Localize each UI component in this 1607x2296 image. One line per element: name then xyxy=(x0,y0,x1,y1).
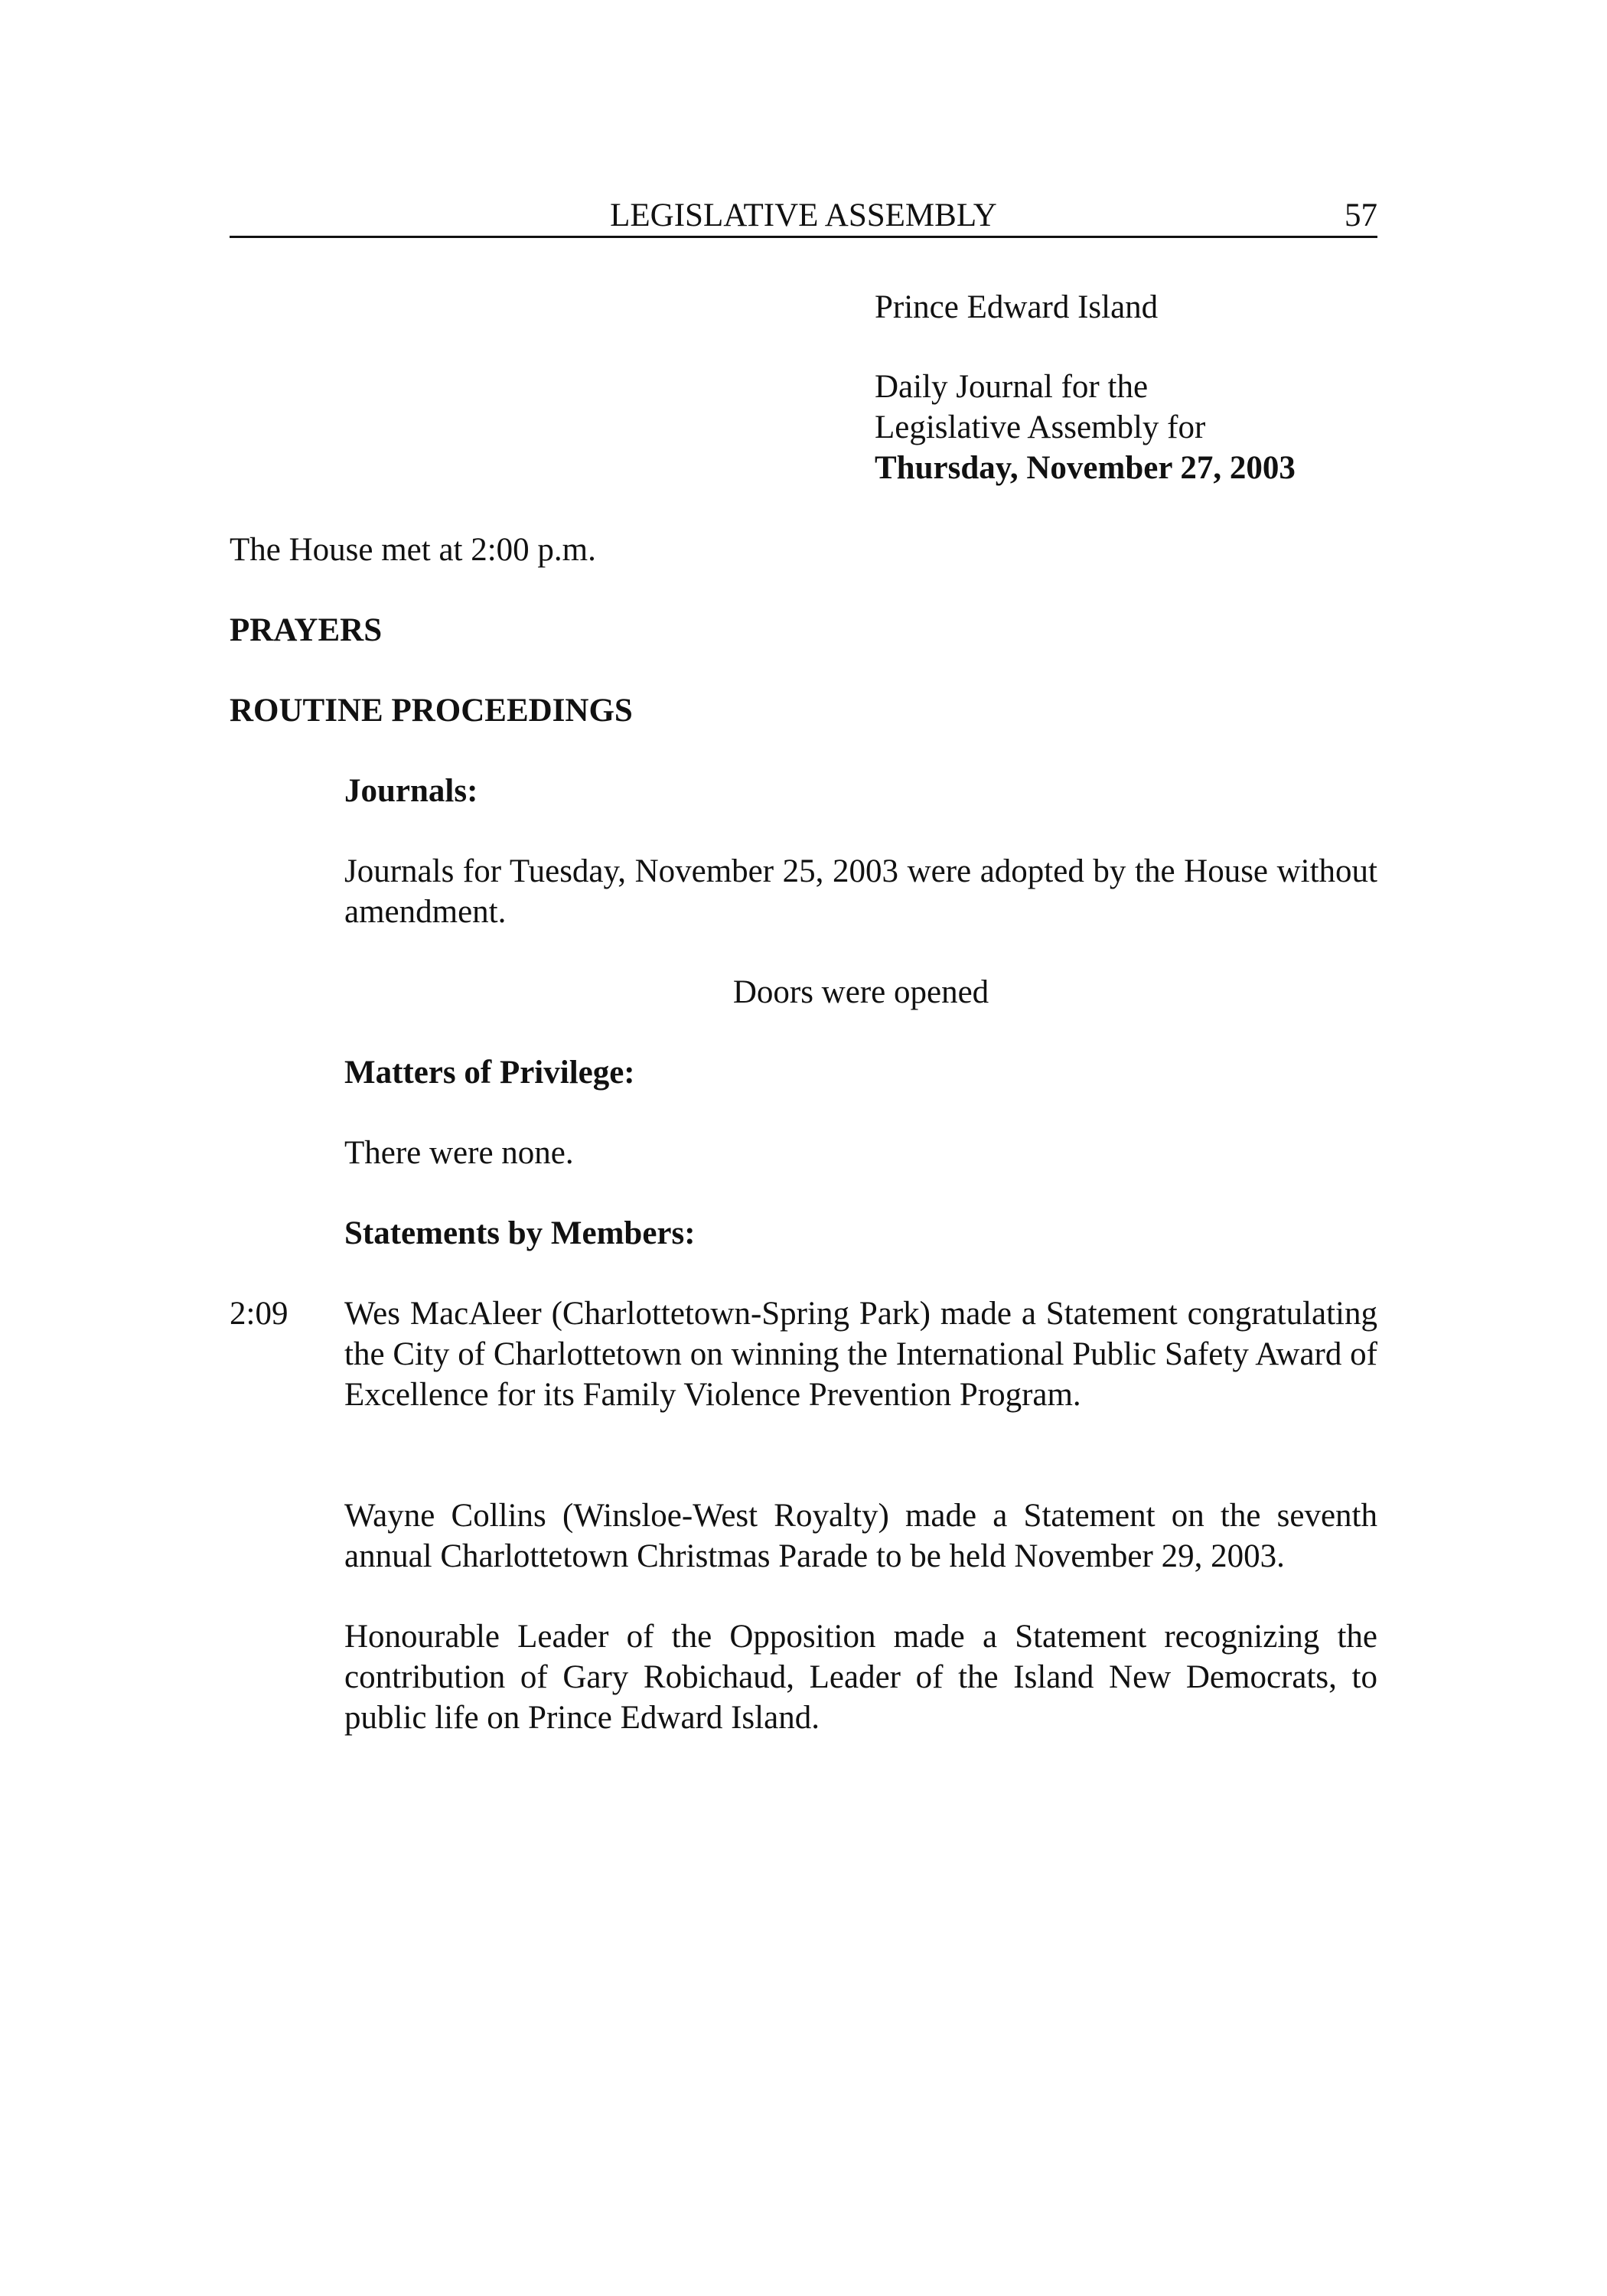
masthead-province: Prince Edward Island xyxy=(875,289,1159,325)
prayers-heading: PRAYERS xyxy=(230,612,383,648)
statement-paragraph-3: Honourable Leader of the Opposition made a Statement recognizing the contribution of Gary Robichaud, Leader of the Island New Democrats, to public life on Prince Edward Island. xyxy=(344,1619,1377,1736)
masthead-journal-line2: Legislative Assembly for xyxy=(875,409,1206,445)
opening-line: The House met at 2:00 p.m. xyxy=(230,532,596,568)
page-number: 57 xyxy=(1345,197,1377,233)
statement-time: 2:09 xyxy=(230,1296,288,1332)
journals-paragraph: Journals for Tuesday, November 25, 2003 were adopted by the House without amendment. xyxy=(344,853,1377,930)
masthead-journal-line1: Daily Journal for the xyxy=(875,369,1149,405)
journals-heading: Journals: xyxy=(344,773,478,809)
running-header-title: LEGISLATIVE ASSEMBLY xyxy=(610,197,997,233)
doors-opened-note: Doors were opened xyxy=(732,974,989,1010)
privilege-paragraph: There were none. xyxy=(344,1135,574,1171)
statements-heading: Statements by Members: xyxy=(344,1215,696,1251)
statement-paragraph-1: Wes MacAleer (Charlottetown-Spring Park) made a Statement congratulating the City of Charlottetown on winning the International Public Safety Award of Excellence for its Family Violence Prevention Program. xyxy=(344,1296,1377,1413)
masthead-date: Thursday, November 27, 2003 xyxy=(875,450,1296,486)
privilege-heading: Matters of Privilege: xyxy=(344,1055,635,1091)
statement-paragraph-2: Wayne Collins (Winsloe-West Royalty) made a Statement on the seventh annual Charlottetown Christmas Parade to be held November 29, 2003. xyxy=(344,1498,1377,1574)
routine-proceedings-heading: ROUTINE PROCEEDINGS xyxy=(230,693,633,729)
header-rule xyxy=(230,236,1377,238)
